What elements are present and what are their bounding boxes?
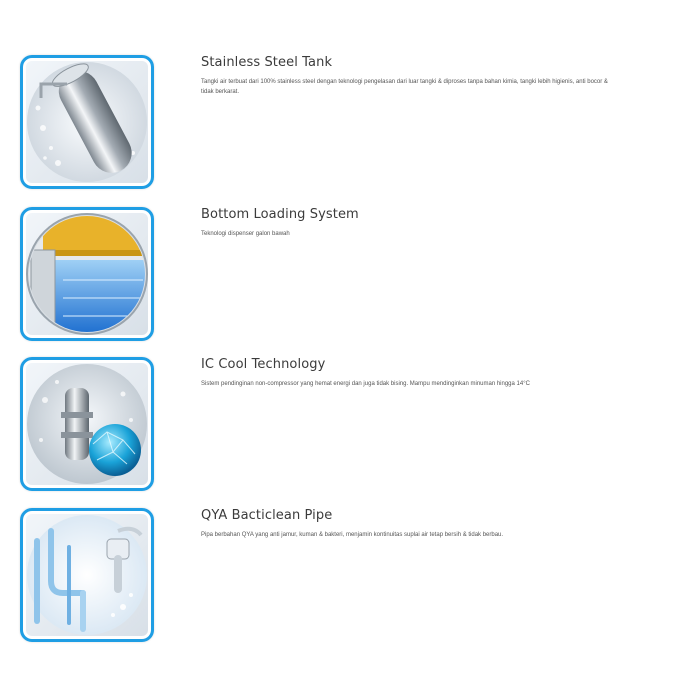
feature-stainless-steel-tank [0,55,700,195]
feature-description: Pipa berbahan QYA yang anti jamur, kuman & bakteri, menjamin kontinuitas suplai air tetap bersih & tidak berbau. [201,532,504,538]
feature-title: IC Cool Technology [201,357,326,372]
bottom-loading-image [20,207,154,341]
feature-title: QYA Bacticlean Pipe [201,508,333,523]
feature-title: Bottom Loading System [201,207,359,222]
feature-bottom-loading-system [0,207,700,347]
pipe-image [20,508,154,642]
feature-ic-cool-technology [0,357,700,497]
feature-description: Teknologi dispenser galon bawah [201,231,290,237]
feature-description: Sistem pendinginan non-compressor yang hemat energi dan juga tidak bising. Mampu mendinginkan minuman hingga 14°C [201,381,530,387]
stainless-tank-image [20,55,154,189]
feature-title: Stainless Steel Tank [201,55,333,70]
ic-cool-image [20,357,154,491]
feature-description: Tangki air terbuat dari 100% stainless steel dengan teknologi pengelasan dari luar tangki & diproses tanpa bahan kimia, tangki lebih higienis, anti bocor & tidak berkarat. [201,79,608,95]
feature-qya-bacticlean-pipe [0,508,700,648]
